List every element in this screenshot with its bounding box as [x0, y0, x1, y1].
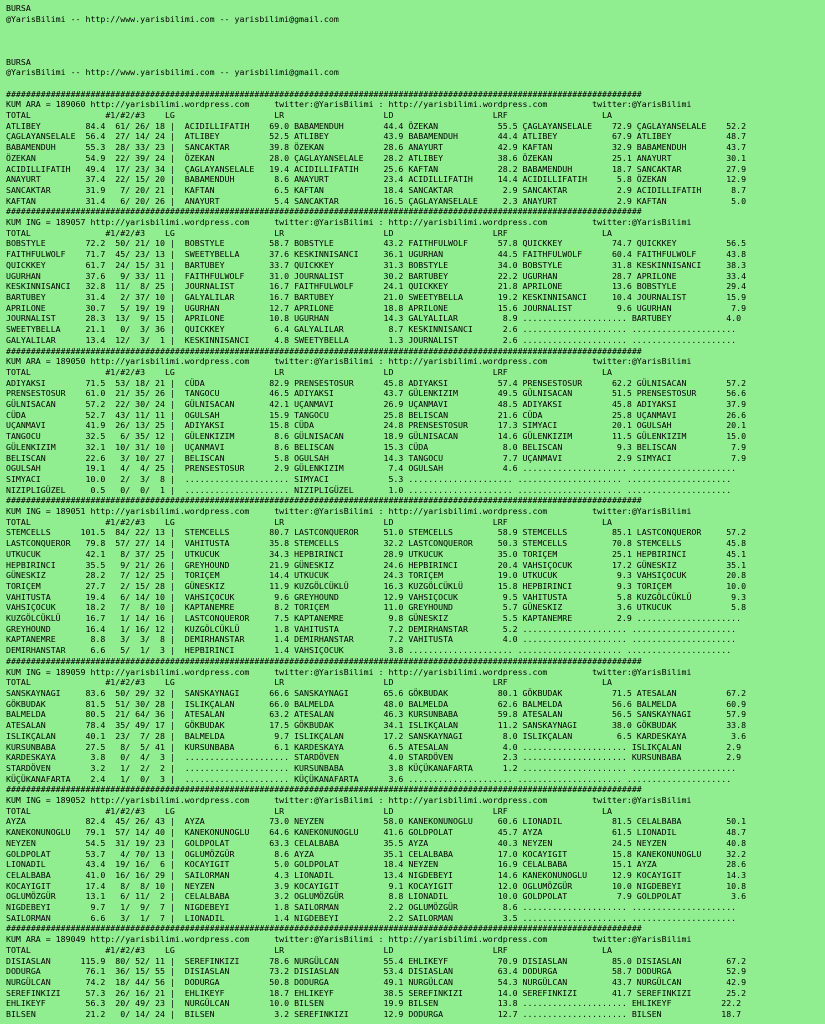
race-results-text: BURSA @YarisBilimi -- http://www.yarisbilimi.com -- yarisbilimi@gmail.com BURSA @YarisBilimi -- http://www.yarisbilimi.com -- yarisbilimi@gmail.com ################################################################################################################################ KUM ARA = 189060 http://yarisbilimi.wordpress.com twitter:@YarisBilimi : http://yarisbilimi.wordpress.com twitter:@YarisBilimi TOTAL #1/#2/#3 LG LR LD LRF LA ATLIBEY 84.4 61/ 26/ 18 | ACIDILLIFATIH 69.0 BABAMENDUH 44.4 ÖZEKAN 55.5 ÇAGLAYANSELALE 72.9 ÇAGLAYANSELALE 52.2 ÇAGLAYANSELALE 56.4 27/ 14/ 24 | ATLIBEY 52.5 ATLIBEY 43.9 BABAMENDUH 44.4 ATLIBEY 67.9 ATLIBEY 48.7 BABAMENDUH 55.3 28/ 33/ 23 | SANCAKTAR 39.8 ÖZEKAN 28.6 ANAYURT 42.9 KAFTAN 32.9 BABAMENDUH 43.7 ÖZEKAN 54.9 22/ 39/ 24 | ÖZEKAN 28.0 ÇAGLAYANSELALE 28.2 ATLIBEY 38.6 ÖZEKAN 25.1 ANAYURT 30.1 ACIDILLIFATIH 49.4 17/ 23/ 34 | ÇAGLAYANSELALE 19.4 ACIDILLIFATIH 25.6 KAFTAN 28.2 BABAMENDUH 18.7 SANCAKTAR 27.9 ANAYURT 37.4 22/ 15/ 20 | BABAMENDUH 8.6 ANAYURT 23.4 ACIDILLIFATIH 14.4 ACIDILLIFATIH 5.8 ÖZEKAN 12.9 SANCAKTAR 31.9 7/ 20/ 21 | KAFTAN 6.5 KAFTAN 18.4 SANCAKTAR 2.9 SANCAKTAR 2.9 ACIDILLIFATIH 8.7 KAFTAN 31.4 6/ 20/ 26 | ANAYURT 5.4 SANCAKTAR 16.5 ÇAGLAYANSELALE 2.3 ANAYURT 2.9 KAFTAN 5.0 ################################################################################################################################ KUM ING = 189057 http://yarisbilimi.wordpress.com twitter:@YarisBilimi : http://yarisbilimi.wordpress.com twitter:@YarisBilimi TOTAL #1/#2/#3 LG LR LD LRF LA BOBSTYLE 72.2 50/ 21/ 10 | BOBSTYLE 58.7 BOBSTYLE 43.2 FAITHFULWOLF 57.8 QUICKKEY 74.7 QUICKKEY 56.5 FAITHFULWOLF 71.7 45/ 23/ 13 | SWEETYBELLA 37.6 KESKINNISANCI 36.1 UGURHAN 44.5 FAITHFULWOLF 60.4 FAITHFULWOLF 43.8 QUICKKEY 61.7 24/ 15/ 31 | BARTUBEY 33.7 QUICKKEY 31.3 BOBSTYLE 34.0 BOBSTYLE 31.8 KESKINNISANCI 38.3 UGURHAN 37.6 9/ 33/ 11 | FAITHFULWOLF 31.0 JOURNALIST 30.2 BARTUBEY 22.2 UGURHAN 28.7 APRILONE 33.4 KESKINNISANCI 32.8 11/ 8/ 25 | JOURNALIST 16.7 FAITHFULWOLF 24.1 QUICKKEY 21.8 APRILONE 13.6 BOBSTYLE 29.4 BARTUBEY 31.4 2/ 37/ 10 | GALYALILAR 16.7 BARTUBEY 21.0 SWEETYBELLA 19.2 KESKINNISANCI 10.4 JOURNALIST 15.9 APRILONE 30.7 5/ 19/ 19 | UGURHAN 12.7 APRILONE 18.8 APRILONE 15.6 JOURNALIST 9.6 UGURHAN 7.9 JOURNALIST 28.3 13/ 9/ 15 | APRILONE 10.8 UGURHAN 14.3 GALYALILAR 8.9 ..................... BARTUBEY 4.0 SWEETYBELLA 21.1 0/ 3/ 36 | QUICKKEY 6.4 GALYALILAR 8.7 KESKINNISANCI 2.6 ..................... ..................... GALYALILAR 13.4 12/ 3/ 1 | KESKINNISANCI 4.8 SWEETYBELLA 1.3 JOURNALIST 2.6 ..................... ..................... ################################################################################################################################ KUM ARA = 189050 http://yarisbilimi.wordpress.com twitter:@YarisBilimi : http://yarisbilimi.wordpress.com twitter:@YarisBilimi TOTAL #1/#2/#3 LG LR LD LRF LA ADIYAKSI 71.5 53/ 18/ 21 | CÜDA 82.9 PRENSESTOSUR 45.8 ADIYAKSI 57.4 PRENSESTOSUR 62.2 GÜLNISACAN 57.2 PRENSESTOSUR 61.0 21/ 35/ 26 | TANGOCU 46.5 ADIYAKSI 43.7 GÜLENKIZIM 49.5 GÜLNISACAN 51.5 PRENSESTOSUR 56.6 GÜLNISACAN 57.2 22/ 30/ 24 | GÜLNISACAN 42.1 UÇANMAVI 26.9 UÇANMAVI 48.5 ADIYAKSI 45.8 ADIYAKSI 37.9 CÜDA 52.7 43/ 11/ 11 | OGULSAH 15.9 TANGOCU 25.8 BELISCAN 21.6 CÜDA 25.8 UÇANMAVI 26.6 UÇANMAVI 41.9 26/ 13/ 25 | ADIYAKSI 15.8 CÜDA 24.8 PRENSESTOSUR 17.3 SIMYACI 20.1 OGULSAH 20.1 TANGOCU 32.5 6/ 35/ 12 | GÜLENKIZIM 8.6 GÜLNISACAN 18.9 GÜLNISACAN 14.6 GÜLENKIZIM 11.5 GÜLENKIZIM 15.0 GÜLENKIZIM 32.1 10/ 31/ 10 | UÇANMAVI 8.6 BELISCAN 15.3 CÜDA 8.0 BELISCAN 9.3 BELISCAN 7.9 BELISCAN 22.6 3/ 10/ 27 | BELISCAN 5.8 OGULSAH 14.3 TANGOCU 7.7 UÇANMAVI 2.9 SIMYACI 7.9 OGULSAH 19.1 4/ 4/ 25 | PRENSESTOSUR 2.9 GÜLENKIZIM 7.4 OGULSAH 4.6 ..................... ..................... SIMYACI 10.0 2/ 3/ 8 | ..................... SIMYACI 5.3 ..................... ..................... ..................... NIZIPLIGÜZEL 0.5 0/ 0/ 1 | ..................... NIZIPLIGÜZEL 1.0 ..................... ..................... ..................... ################################################################################################################################ KUM ING = 189051 http://yarisbilimi.wordpress.com twitter:@YarisBilimi : http://yarisbilimi.wordpress.com twitter:@YarisBilimi TOTAL #1/#2/#3 LG LR LD LRF LA STEMCELLS 101.5 84/ 22/ 13 | STEMCELLS 80.7 LASTCONQUEROR 51.0 STEMCELLS 58.9 STEMCELLS 85.1 LASTCONQUEROR 57.2 LASTCONQUEROR 79.8 57/ 27/ 14 | VAHITUSTA 35.8 STEMCELLS 32.2 LASTCONQUEROR 50.3 STEMCELLS 70.8 STEMCELLS 45.8 UTKUCUK 42.1 8/ 37/ 25 | UTKUCUK 34.3 HEPBIRINCI 28.9 UTKUCUK 35.0 TORIÇEM 25.1 HEPBIRINCI 45.1 HEPBIRINCI 35.5 9/ 21/ 26 | GREYHOUND 21.9 GÜNESKIZ 24.6 HEPBIRINCI 20.4 VAHSIÇOCUK 17.2 GÜNESKIZ 35.1 GÜNESKIZ 28.2 7/ 12/ 25 | TORIÇEM 14.4 UTKUCUK 24.3 TORIÇEM 19.0 UTKUCUK 9.3 VAHSIÇOCUK 20.8 TORIÇEM 27.7 2/ 15/ 28 | GÜNESKIZ 11.9 KUZGÖLCÜKLÜ 16.3 KUZGÖLCÜKLÜ 15.8 HEPBIRINCI 9.3 TORIÇEM 10.0 VAHITUSTA 19.4 6/ 14/ 10 | VAHSIÇOCUK 9.6 GREYHOUND 12.9 VAHSIÇOCUK 9.5 VAHITUSTA 5.8 KUZGÖLCÜKLÜ 9.3 VAHSIÇOCUK 18.2 7/ 8/ 10 | KAPTANEMRE 8.2 TORIÇEM 11.0 GREYHOUND 5.7 GÜNESKIZ 3.6 UTKUCUK 5.8 KUZGÖLCÜKLÜ 16.7 1/ 14/ 16 | LASTCONQUEROR 7.5 KAPTANEMRE 9.8 GÜNESKIZ 5.5 KAPTANEMRE 2.9 ..................... GREYHOUND 16.4 1/ 16/ 12 | KUZGÖLCÜKLÜ 1.8 VAHITUSTA 7.2 DEMIRHANSTAR 5.2 ..................... ..................... KAPTANEMRE 8.8 3/ 3/ 8 | DEMIRHANSTAR 1.4 DEMIRHANSTAR 7.2 VAHITUSTA 4.0 ..................... ..................... DEMIRHANSTAR 6.6 5/ 1/ 3 | HEPBIRINCI 1.4 VAHSIÇOCUK 3.8 ..................... ..................... ..................... ################################################################################################################################ KUM ING = 189059 http://yarisbilimi.wordpress.com twitter:@YarisBilimi : http://yarisbilimi.wordpress.com twitter:@YarisBilimi TOTAL #1/#2/#3 LG LR LD LRF LA SANSKAYNAGI 83.6 50/ 29/ 32 | SANSKAYNAGI 66.6 SANSKAYNAGI 65.6 GÖKBUDAK 80.1 GÖKBUDAK 71.5 ATESALAN 67.2 GÖKBUDAK 81.5 51/ 30/ 28 | ISLIKÇALAN 66.0 BALMELDA 48.0 BALMELDA 62.6 BALMELDA 56.6 BALMELDA 60.9 BALMELDA 80.5 21/ 64/ 36 | ATESALAN 63.2 ATESALAN 46.3 KURSUNBABA 59.8 ATESALAN 56.5 SANSKAYNAGI 57.9 ATESALAN 78.4 35/ 49/ 17 | GÖKBUDAK 17.5 GÖKBUDAK 34.1 ISLIKÇALAN 11.2 SANSKAYNAGI 38.0 GÖKBUDAK 33.8 ISLIKÇALAN 40.1 23/ 7/ 28 | BALMELDA 9.7 ISLIKÇALAN 17.2 SANSKAYNAGI 8.0 ISLIKÇALAN 6.5 KARDESKAYA 3.6 KURSUNBABA 27.5 8/ 5/ 41 | KURSUNBABA 6.1 KARDESKAYA 6.5 ATESALAN 4.0 ..................... ISLIKÇALAN 2.9 KARDESKAYA 3.8 0/ 4/ 3 | ..................... STARDÖVEN 4.0 STARDÖVEN 2.3 ..................... KURSUNBABA 2.9 STARDÖVEN 3.2 1/ 2/ 2 | ..................... KURSUNBABA 3.8 KÜÇÜKANAFARTA 1.2 ..................... ..................... KÜÇÜKANAFARTA 2.4 1/ 0/ 3 | ..................... KÜÇÜKANAFARTA 3.6 ..................... ..................... ..................... ################################################################################################################################ KUM ING = 189052 http://yarisbilimi.wordpress.com twitter:@YarisBilimi : http://yarisbilimi.wordpress.com twitter:@YarisBilimi TOTAL #1/#2/#3 LG LR LD LRF LA AYZA 82.4 45/ 26/ 43 | AYZA 73.0 NEYZEN 58.0 KANEKONUNOGLU 60.6 LIONADIL 81.5 CELALBABA 50.1 KANEKONUNOGLU 79.1 57/ 14/ 40 | KANEKONUNOGLU 64.6 KANEKONUNOGLU 41.6 GOLDPOLAT 45.7 AYZA 61.5 LIONADIL 48.7 NEYZEN 54.5 31/ 19/ 23 | GOLDPOLAT 63.3 CELALBABA 35.5 AYZA 40.3 NEYZEN 24.5 NEYZEN 40.8 GOLDPOLAT 53.7 4/ 70/ 13 | OGLUMÖZGÜR 8.6 AYZA 35.1 CELALBABA 17.0 KOCAYIGIT 15.8 KANEKONUNOGLU 32.2 LIONADIL 43.4 19/ 16/ 6 | KOCAYIGIT 5.0 GOLDPOLAT 18.4 NEYZEN 16.9 CELALBABA 15.1 AYZA 28.6 CELALBABA 41.0 16/ 16/ 29 | SAILORMAN 4.3 LIONADIL 13.4 NIGDEBEYI 14.6 KANEKONUNOGLU 12.9 KOCAYIGIT 14.3 KOCAYIGIT 17.4 8/ 8/ 10 | NEYZEN 3.9 KOCAYIGIT 9.1 KOCAYIGIT 12.0 OGLUMÖZGÜR 10.0 NIGDEBEYI 10.8 OGLUMÖZGÜR 13.1 6/ 11/ 2 | CELALBABA 3.2 OGLUMÖZGÜR 8.8 LIONADIL 10.0 GOLDPOLAT 7.9 GOLDPOLAT 3.6 NIGDEBEYI 9.7 1/ 9/ 7 | NIGDEBEYI 1.8 SAILORMAN 2.2 OGLUMÖZGÜR 8.6 ..................... ..................... SAILORMAN 6.6 3/ 1/ 7 | LIONADIL 1.4 NIGDEBEYI 2.2 SAILORMAN 3.5 ..................... ..................... ################################################################################################################################ KUM ARA = 189049 http://yarisbilimi.wordpress.com twitter:@YarisBilimi : http://yarisbilimi.wordpress.com twitter:@YarisBilimi TOTAL #1/#2/#3 LG LR LD LRF LA DISIASLAN 115.9 80/ 52/ 11 | SEREFINKIZI 78.6 NURGÜLCAN 55.4 EHLIKEYF 70.9 DISIASLAN 85.0 DISIASLAN 67.2 DODURGA 76.1 36/ 15/ 55 | DISIASLAN 73.2 DISIASLAN 53.4 DISIASLAN 63.4 DODURGA 58.7 DODURGA 52.9 NURGÜLCAN 74.2 18/ 44/ 56 | DODURGA 50.8 DODURGA 49.1 NURGÜLCAN 54.3 NURGÜLCAN 43.7 NURGÜLCAN 42.9 SEREFINKIZI 57.3 26/ 16/ 21 | EHLIKEYF 18.7 EHLIKEYF 38.5 SEREFINKIZI 14.0 SEREFINKIZI 41.7 SEREFINKIZI 25.2 EHLIKEYF 56.3 20/ 49/ 23 | NURGÜLCAN 10.0 BILSEN 19.9 BILSEN 13.8 ..................... EHLIKEYF 22.2 BILSEN 21.2 0/ 14/ 24 | BILSEN 3.2 SEREFINKIZI 12.9 DODURGA 12.7 ..................... BILSEN 18.7 — [6, 3, 747, 1020]
